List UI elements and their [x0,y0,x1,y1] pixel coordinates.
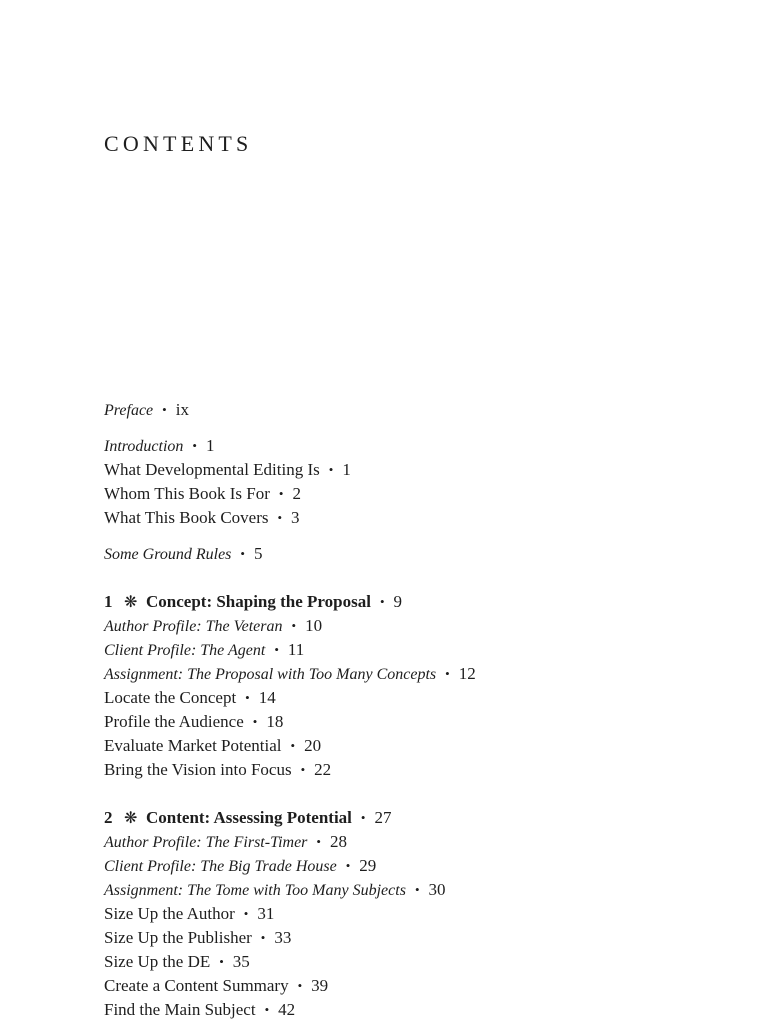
toc-entry[interactable] [104,458,351,482]
page-number: 39 [311,976,329,995]
toc-entry[interactable] [104,710,283,734]
page-number: 12 [458,664,476,683]
toc-entry-ground-rules[interactable] [104,542,262,566]
chapter-heading-1[interactable] [104,590,402,614]
toc-entry[interactable] [104,686,276,710]
separator-dot: • [274,642,279,657]
entry-title: Whom This Book Is For [104,484,270,503]
page-number: ix [175,400,189,419]
toc-entry[interactable] [104,614,322,638]
entry-title: Create a Content Summary [104,976,289,995]
entry-title: Profile the Audience [104,712,244,731]
toc-entry[interactable] [104,926,291,950]
entry-title: Locate the Concept [104,688,237,707]
entry-title: Author Profile: The First-Timer [104,834,308,851]
page-number: 42 [278,1000,296,1019]
page-title: CONTENTS [104,131,253,156]
toc-entry[interactable] [104,854,376,878]
toc-entry[interactable] [104,878,446,902]
separator-dot: • [300,762,306,777]
page-number: 27 [374,808,392,827]
separator-dot: • [252,714,258,729]
chapter-number: 2 [104,808,113,827]
page-number: 1 [342,460,351,479]
entry-title: Bring the Vision into Focus [104,760,292,779]
chapter-title: Concept: Shaping the Proposal [146,592,371,611]
chapter-heading-2[interactable] [104,806,391,830]
entry-title: Assignment: The Proposal with Too Many Concepts [104,666,437,683]
page-number: 1 [205,436,215,455]
toc-entry[interactable] [104,662,476,686]
page-number: 35 [232,952,250,971]
ornament-icon: ❋ [124,810,138,827]
page-number: 9 [393,592,403,611]
page-number: 28 [329,832,347,851]
entry-title: Some Ground Rules [104,546,232,563]
separator-dot: • [445,666,450,681]
separator-dot: • [278,486,284,501]
page-number: 2 [292,484,301,503]
separator-dot: • [192,438,197,453]
entry-title: Introduction [104,438,184,455]
ornament-icon: ❋ [124,594,138,611]
page-number: 5 [253,544,263,563]
entry-title: What Developmental Editing Is [104,460,320,479]
separator-dot: • [297,978,303,993]
separator-dot: • [264,1002,270,1017]
separator-dot: • [345,858,351,873]
separator-dot: • [290,738,296,753]
separator-dot: • [162,402,167,417]
separator-dot: • [245,690,250,705]
toc-entry[interactable] [104,482,301,506]
page-number: 3 [291,508,300,527]
page-number: 31 [257,904,275,923]
separator-dot: • [240,546,245,561]
page-number: 20 [304,736,322,755]
separator-dot: • [414,882,420,897]
entry-title: Size Up the Publisher [104,928,252,947]
entry-title: Assignment: The Tome with Too Many Subjects [104,882,406,899]
toc-entry[interactable] [104,902,274,926]
toc-entry[interactable] [104,506,300,530]
entry-title: Client Profile: The Big Trade House [104,858,337,875]
toc-entry[interactable] [104,998,295,1022]
page-number: 22 [314,760,332,779]
page-number: 33 [274,928,292,947]
toc-entry[interactable] [104,830,347,854]
toc-entry[interactable] [104,950,250,974]
separator-dot: • [316,834,321,849]
page-number: 30 [428,880,446,899]
page-number: 18 [266,712,284,731]
toc-entry-preface[interactable] [104,398,189,422]
page-number: 11 [287,640,305,659]
separator-dot: • [379,594,385,609]
separator-dot: • [219,954,224,969]
entry-title: What This Book Covers [104,508,269,527]
entry-title: Size Up the Author [104,904,235,923]
entry-title: Preface [104,402,154,419]
toc-entry[interactable] [104,974,328,998]
separator-dot: • [291,618,297,633]
separator-dot: • [328,462,334,477]
page-number: 14 [258,688,276,707]
toc-entry[interactable] [104,734,321,758]
entry-title: Size Up the DE [104,952,211,971]
entry-title: Client Profile: The Agent [104,642,266,659]
page-number: 10 [305,616,323,635]
chapter-title: Content: Assessing Potential [146,808,352,827]
toc-entry-introduction[interactable] [104,434,214,458]
separator-dot: • [360,810,366,825]
separator-dot: • [277,510,283,525]
entry-title: Find the Main Subject [104,1000,256,1019]
entry-title: Evaluate Market Potential [104,736,282,755]
separator-dot: • [260,930,266,945]
toc-entry[interactable] [104,638,304,662]
entry-title: Author Profile: The Veteran [104,618,283,635]
toc-entry[interactable] [104,758,331,782]
page-number: 29 [359,856,377,875]
chapter-number: 1 [104,592,113,611]
separator-dot: • [243,906,249,921]
